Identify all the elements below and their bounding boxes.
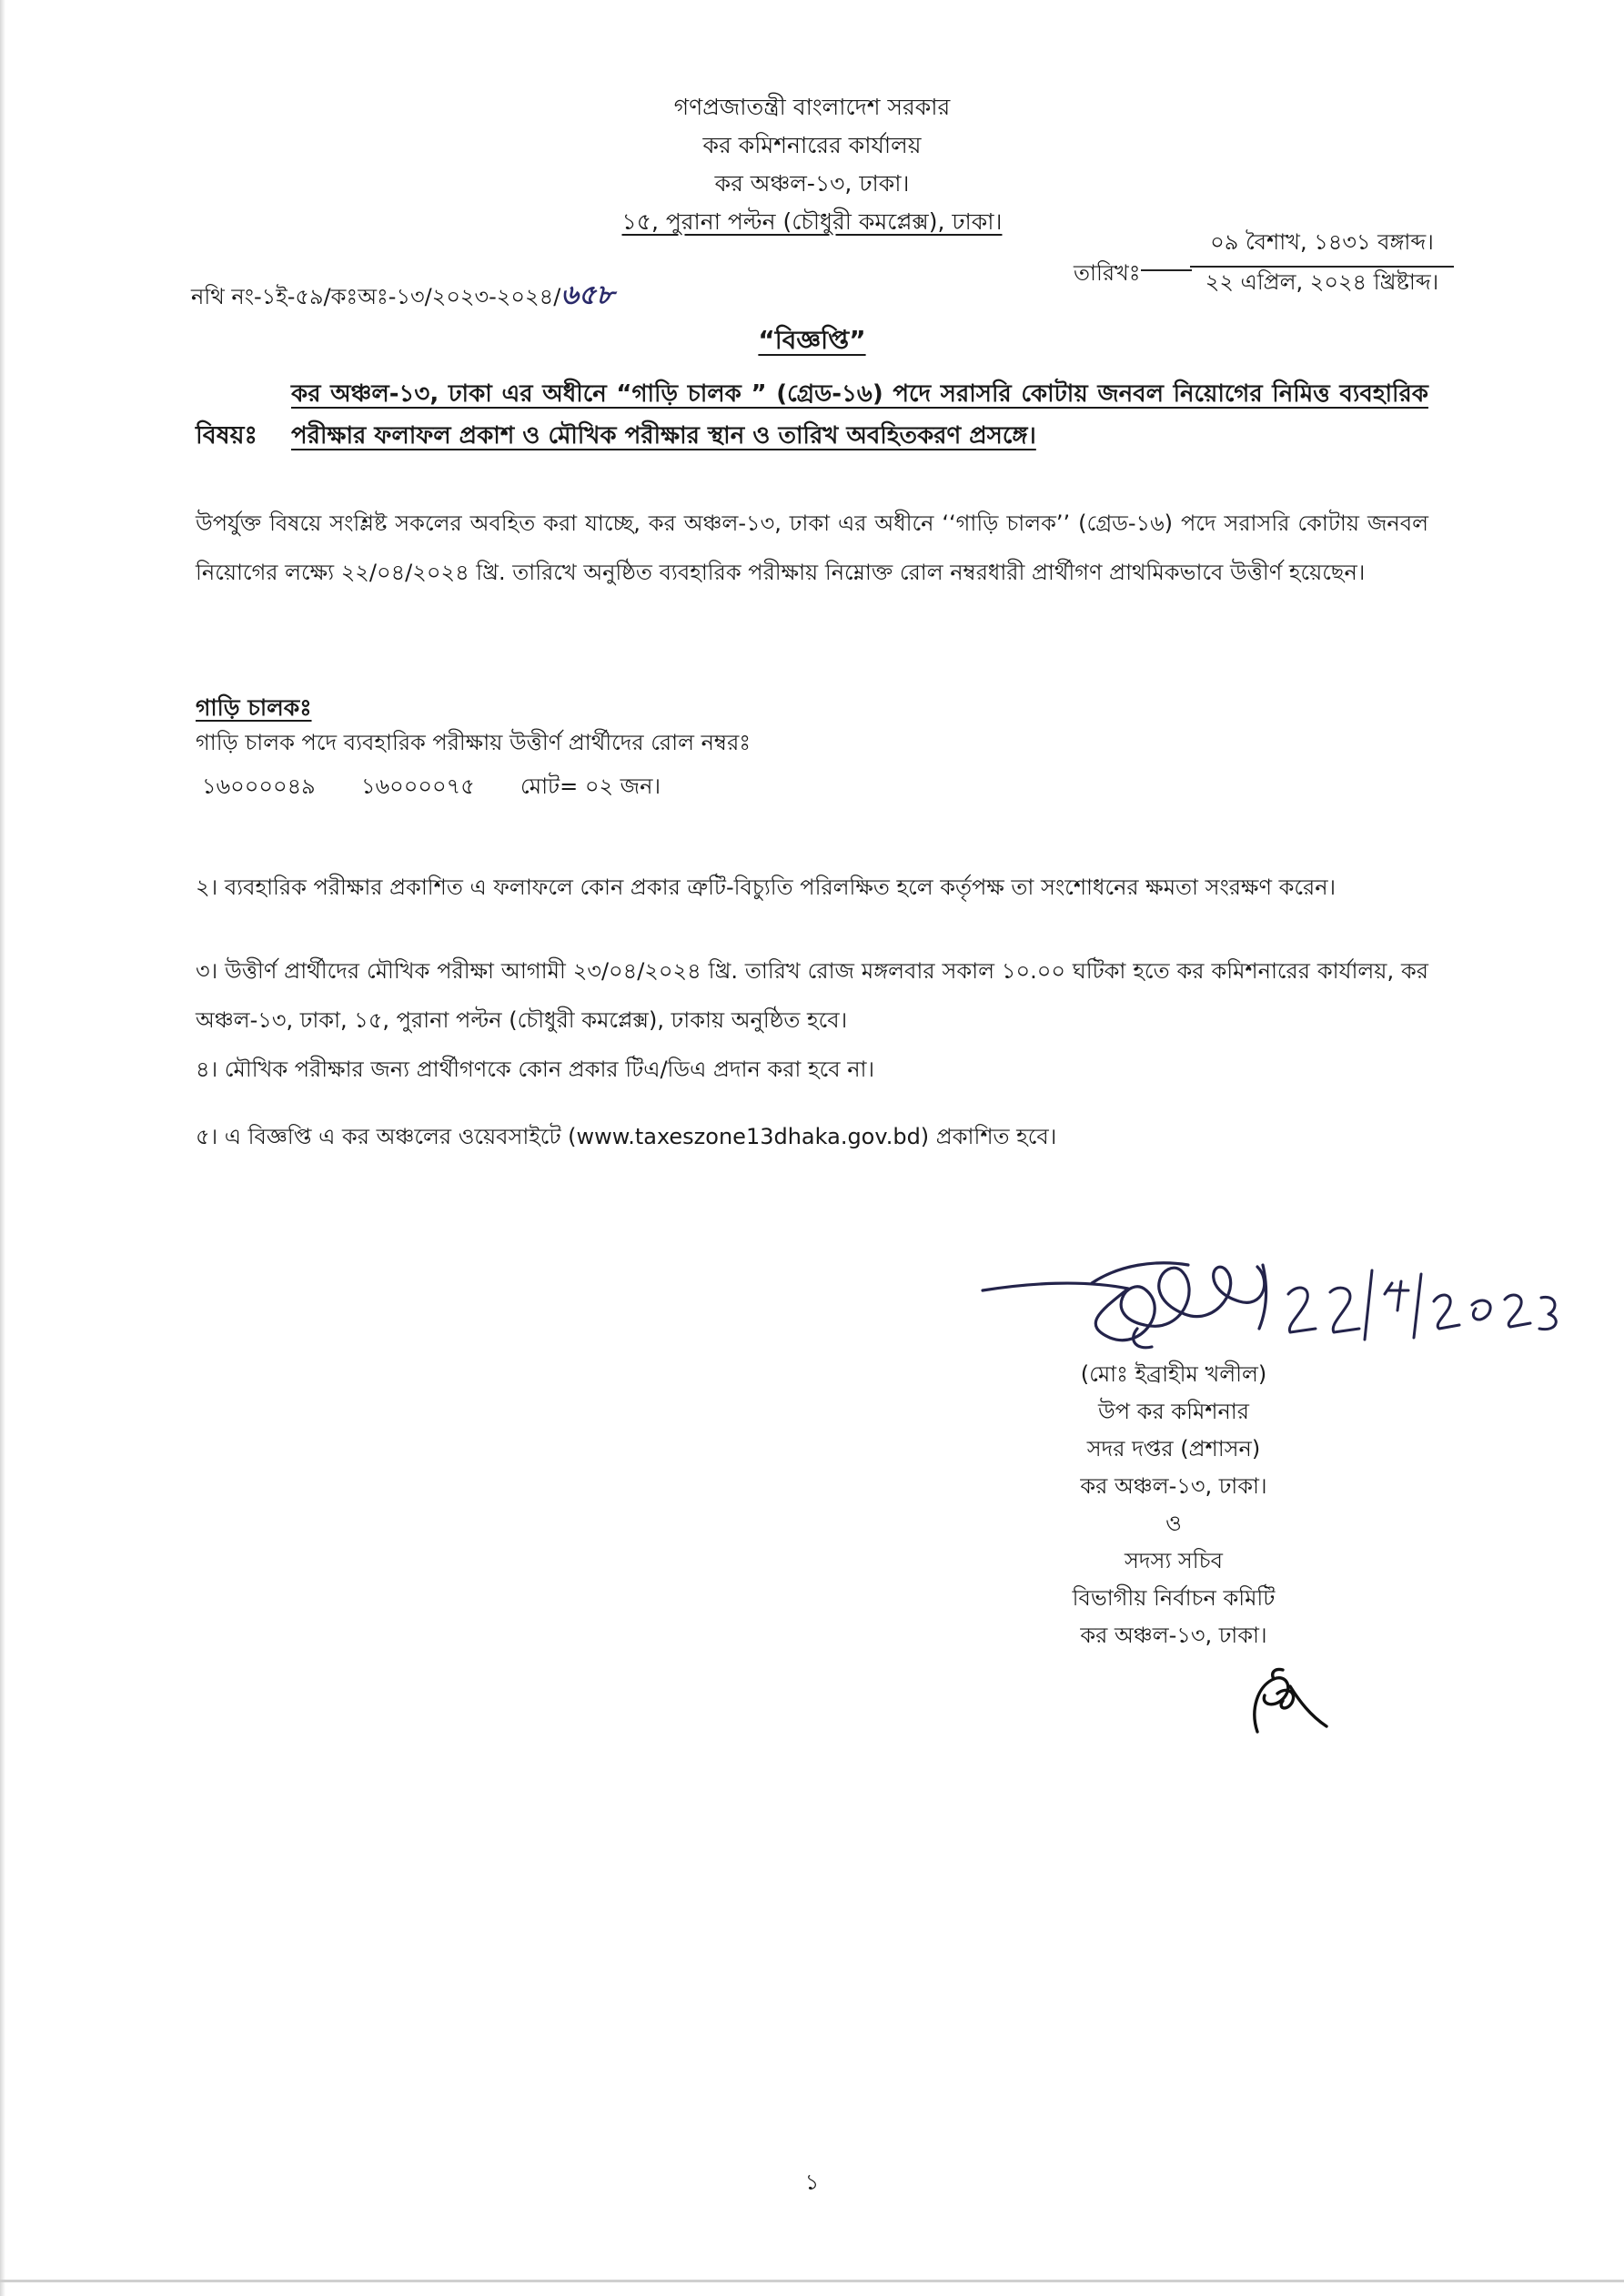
section-subheading: গাড়ি চালক পদে ব্যবহারিক পরীক্ষায় উত্তীর্ণ প্রার্থীদের রোল নম্বরঃ <box>196 730 751 755</box>
header-government: গণপ্রজাতন্ত্রী বাংলাদেশ সরকার <box>673 94 951 120</box>
roll-number-list <box>202 770 661 806</box>
point-4: ৪। মৌখিক পরীক্ষার জন্য প্রার্থীগণকে কোন প্রকার টিএ/ডিএ প্রদান করা হবে না। <box>196 1057 875 1082</box>
header-office: কর কমিশনারের কার্যালয় <box>702 132 922 158</box>
signatory-zone-2: কর অঞ্চল-১৩, ঢাকা। <box>1080 1623 1267 1648</box>
signatory-designation: উপ কর কমিশনার <box>1098 1399 1249 1424</box>
subject-text-content: কর অঞ্চল-১৩, ঢাকা এর অধীনে “গাড়ি চালক ” (গ্রেড-১৬) পদে সরাসরি কোটায় জনবল নিয়োগের নিমিত্ত ব্যবহারিক পরীক্ষার ফলাফল প্রকাশ ও মৌখিক পরীক্ষার স্থান ও তারিখ অবহিতকরণ প্রসঙ্গে। <box>291 380 1428 450</box>
scan-bottom-edge <box>0 2280 1624 2282</box>
date-english: ২২ এপ্রিল, ২০২৪ খ্রিষ্টাব্দ। <box>1205 269 1439 295</box>
memo-handwritten-number: ৬৫৮ <box>560 279 614 311</box>
signature-image <box>973 1238 1565 1365</box>
intro-paragraph: উপর্যুক্ত বিষয়ে সংশ্লিষ্ট সকলের অবহিত করা যাচ্ছে, কর অঞ্চল-১৩, ঢাকা এর অধীনে ‘‘গাড়ি চালক’’ (গ্রেড-১৬) পদে সরাসরি কোটায় জনবল নিয়োগের লক্ষ্যে ২২/০৪/২০২৪ খ্রি. তারিখে অনুষ্ঠিত ব্যবহারিক পরীক্ষায় নিম্নোক্ত রোল নম্বরধারী প্রার্থীগণ প্রাথমিকভাবে উত্তীর্ণ হয়েছেন। <box>196 511 1428 585</box>
roll-number: ১৬০০০০৭৫ <box>361 774 475 799</box>
signature-block <box>1001 1356 1347 1654</box>
subject-text <box>291 373 1428 457</box>
notice-title: “বিজ্ঞপ্তি” <box>758 325 866 355</box>
point-5: ৫। এ বিজ্ঞপ্তি এ কর অঞ্চলের ওয়েবসাইটে (www.taxeszone13dhaka.gov.bd) প্রকাশিত হবে। <box>196 1124 1057 1149</box>
memo-number <box>191 273 614 319</box>
memo-number-text: নথি নং-১ই-৫৯/কঃঅঃ-১৩/২০২৩-২০২৪/ <box>191 284 561 309</box>
date-connector-line <box>1141 269 1192 271</box>
roll-total: মোট= ০২ জন। <box>520 774 661 799</box>
subject-label: বিষয়ঃ <box>196 421 257 450</box>
page-number: ১ <box>804 2170 820 2195</box>
initials-image <box>1237 1661 1337 1738</box>
signatory-office: সদর দপ্তর (প্রশাসন) <box>1086 1436 1261 1462</box>
signatory-zone: কর অঞ্চল-১৩, ঢাকা। <box>1080 1473 1267 1499</box>
date-label: তারিখঃ <box>1074 260 1141 286</box>
date-bangla: ০৯ বৈশাখ, ১৪৩১ বঙ্গাব্দ। <box>1190 226 1454 268</box>
header-zone: কর অঞ্চল-১৩, ঢাকা। <box>714 170 910 197</box>
roll-number: ১৬০০০০৪৯ <box>202 774 316 799</box>
point-3: ৩। উত্তীর্ণ প্রার্থীদের মৌখিক পরীক্ষা আগামী ২৩/০৪/২০২৪ খ্রি. তারিখ রোজ মঙ্গলবার সকাল ১০.০০ ঘটিকা হতে কর কমিশনারের কার্যালয়, কর অঞ্চল-১৩, ঢাকা, ১৫, পুরানা পল্টন (চৌধুরী কমপ্লেক্স), ঢাকায় অনুষ্ঠিত হবে। <box>196 958 1428 1033</box>
header-address-text: ১৫, পুরানা পল্টন (চৌধুরী কমপ্লেক্স), ঢাকা। <box>621 208 1003 235</box>
signatory-committee: বিভাগীয় নির্বাচন কমিটি <box>1072 1585 1276 1611</box>
signatory-role: সদস্য সচিব <box>1125 1548 1223 1573</box>
signatory-name: (মোঃ ইব্রাহীম খলীল) <box>1080 1361 1267 1387</box>
signatory-conjunction: ও <box>1165 1511 1182 1536</box>
point-2: ২। ব্যবহারিক পরীক্ষার প্রকাশিত এ ফলাফলে কোন প্রকার ত্রুটি-বিচ্যুতি পরিলক্ষিত হলে কর্তৃপক্ষ তা সংশোধনের ক্ষমতা সংরক্ষণ করেন। <box>196 875 1337 900</box>
section-heading: গাড়ি চালকঃ <box>196 694 312 721</box>
